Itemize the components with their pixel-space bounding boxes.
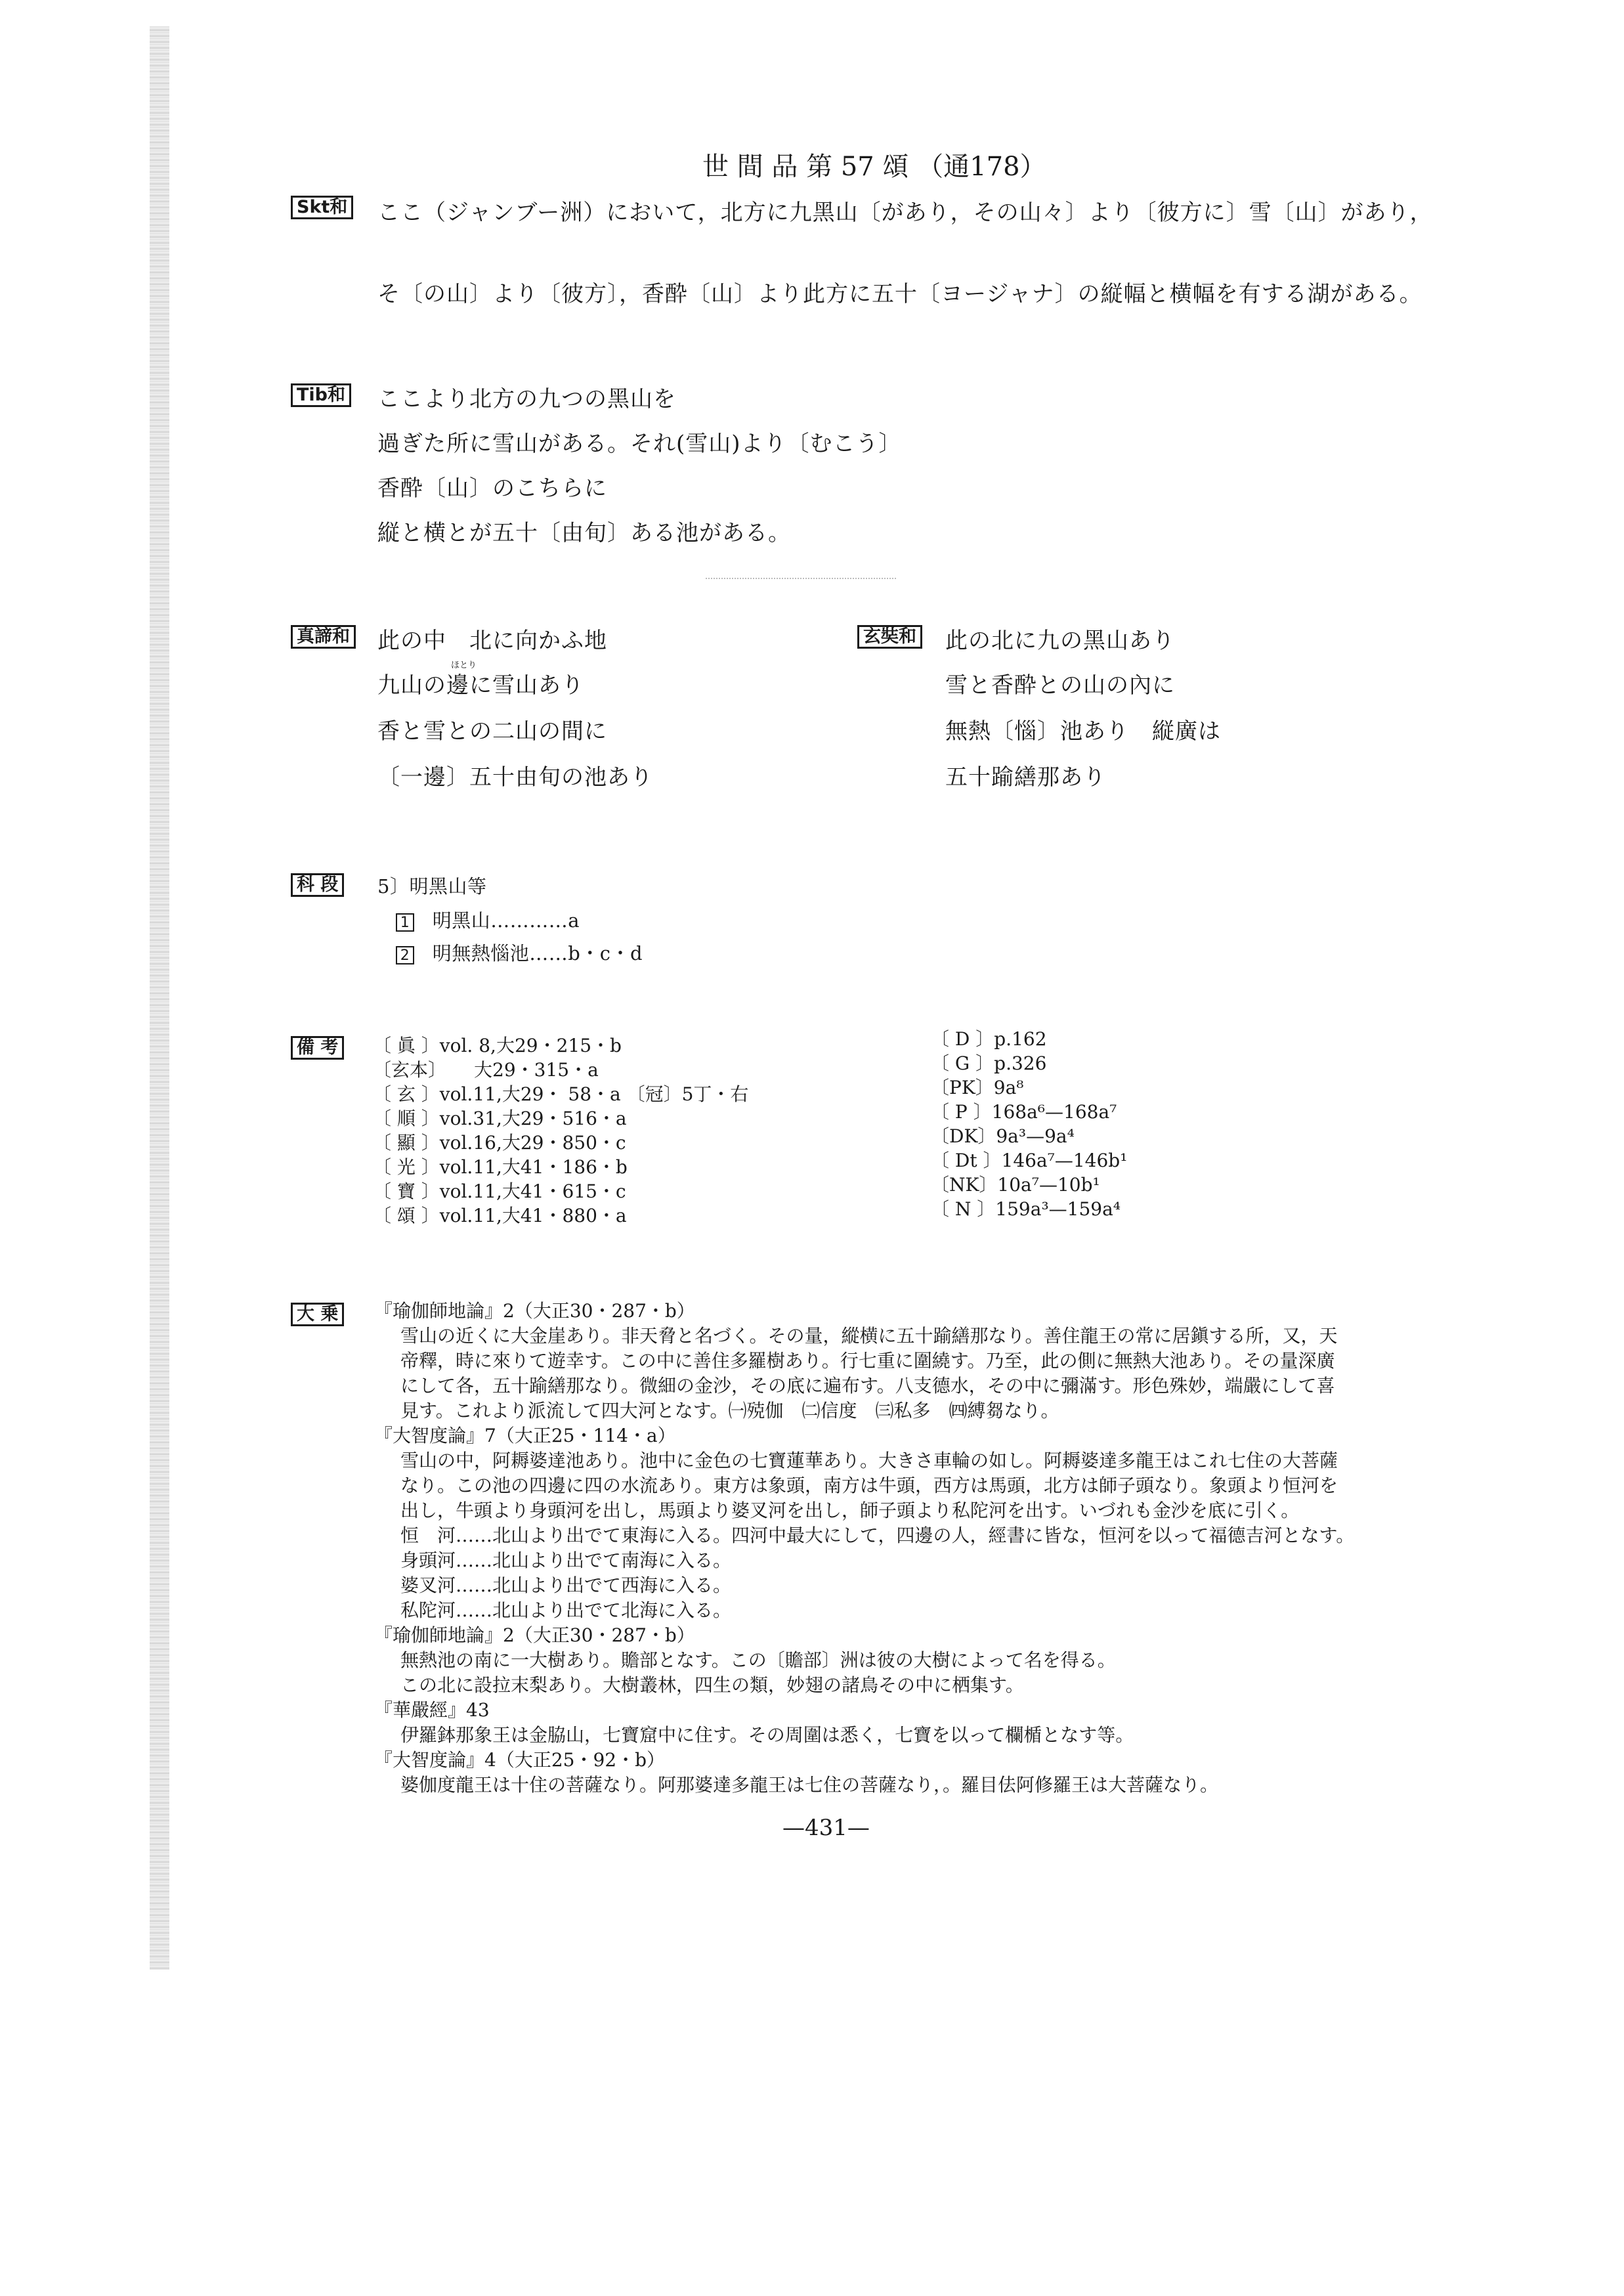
daijo-text-line: 雪山の近くに大金崖あり。非天脅と名づく。その量，縱横に五十踰繕那なり。善住龍王の常に居鎭する所，又，天 — [400, 1325, 1338, 1347]
kadan-item-2 — [396, 939, 643, 966]
daijo-text-line: 伊羅鉢那象王は金脇山，七寶窟中に住す。その周圍は悉く，七寶を以って欄楯となす等。 — [400, 1724, 1134, 1746]
daijo-text-line: この北に設拉末梨あり。大樹叢林，四生の類，妙翅の諸鳥その中に栖集す。 — [400, 1674, 1024, 1696]
shintai-line-3: 香と雪との二山の間に — [377, 718, 607, 745]
biko-left-ref: 〔 光 〕vol.11,大41・186・b — [373, 1156, 628, 1178]
kadan-item-2-number: 2 — [396, 946, 414, 964]
biko-right-ref: 〔 G 〕p.326 — [931, 1052, 1047, 1074]
biko-left-ref: 〔 順 〕vol.31,大29・516・a — [373, 1108, 627, 1129]
daijo-text-line: 身頭河……北山より出でて南海に入る。 — [400, 1549, 732, 1571]
shintai-label — [291, 625, 356, 649]
tib-label — [291, 383, 351, 407]
biko-left-ref: 〔 寶 〕vol.11,大41・615・c — [373, 1180, 626, 1202]
biko-left-ref: 〔 頌 〕vol.11,大41・880・a — [373, 1205, 627, 1226]
biko-right-ref: 〔 P 〕168a⁶—168a⁷ — [931, 1101, 1117, 1123]
daijo-text-line: 恒 河……北山より出でて東海に入る。四河中最大にして，四邊の人，經書に皆な，恒河を以って福德吉河となす。 — [400, 1525, 1355, 1546]
daijo-text-line: 見す。これより派流して四大河となす。㈠殑伽 ㈡信度 ㈢私多 ㈣縛芻なり。 — [400, 1400, 1059, 1421]
biko-left-ref: 〔 顯 〕vol.16,大29・850・c — [373, 1132, 626, 1154]
page-number: —431— — [782, 1815, 870, 1841]
daijo-text-line: 婆伽度龍王は十住の菩薩なり。阿那婆達多龍王は七住の菩薩なり，。羅目佉阿修羅王は大菩薩なり。 — [400, 1774, 1219, 1796]
daijo-text-line: 婆叉河……北山より出でて西海に入る。 — [400, 1574, 732, 1596]
biko-right-ref: 〔 D 〕p.162 — [931, 1028, 1047, 1050]
daijo-text-line: 私陀河……北山より出でて北海に入る。 — [400, 1599, 732, 1621]
kadan-item-1-text: 明黑山…………a — [432, 909, 580, 932]
biko-left-list — [373, 1033, 748, 1228]
shintai-line-1: 此の中 北に向かふ地 — [377, 628, 607, 654]
biko-right-ref: 〔 N 〕159a³—159a⁴ — [931, 1198, 1121, 1220]
biko-right-ref: 〔DK〕9a³—9a⁴ — [931, 1125, 1075, 1147]
kadan-item-1-number: 1 — [396, 913, 414, 932]
kadan-item-1 — [396, 906, 580, 933]
shintai-ruby: ほとり — [451, 661, 477, 670]
tib-line-2: 過ぎた所に雪山がある。それ(雪山)より〔むこう〕 — [377, 431, 902, 457]
tib-line-1: ここより北方の九つの黑山を — [377, 386, 676, 412]
daijo-text-line: 雪山の中，阿耨婆達池あり。池中に金色の七寶蓮華あり。大きさ車輪の如し。阿耨婆達多龍王はこれ七住の大菩薩 — [400, 1450, 1338, 1471]
daijo-citation-title: 『大智度論』7（大正25・114・a） — [374, 1425, 676, 1446]
shintai-line-4: 〔一邊〕五十由旬の池あり — [377, 764, 653, 791]
scan-edge-shadow — [150, 26, 169, 1970]
daijo-text-line: 無熱池の南に一大樹あり。贍部となす。この〔贍部〕洲は彼の大樹によって名を得る。 — [400, 1649, 1116, 1671]
genjo-label — [857, 625, 922, 649]
genjo-line-4: 五十踰繕那あり — [945, 764, 1106, 791]
kadan-label — [291, 873, 344, 897]
daijo-citation-title: 『瑜伽師地論』2（大正30・287・b） — [374, 1300, 695, 1322]
daijo-citation-title: 『大智度論』4（大正25・92・b） — [374, 1749, 665, 1771]
daijo-citation-title: 『瑜伽師地論』2（大正30・287・b） — [374, 1624, 695, 1646]
biko-right-list — [931, 1027, 1127, 1221]
biko-label-box: 備 考 — [291, 1036, 344, 1060]
shintai-label-box: 真諦和 — [291, 625, 356, 649]
daijo-block — [374, 1299, 1354, 1798]
biko-left-ref: 〔 玄 〕vol.11,大29・ 58・a 〔冠〕5丁・右 — [373, 1083, 749, 1105]
biko-right-ref: 〔 Dt 〕146a⁷—146b¹ — [931, 1150, 1128, 1171]
kadan-heading: 5〕明黑山等 — [377, 875, 487, 898]
biko-label — [291, 1036, 344, 1060]
page-title: 世 間 品 第 57 頌 （通178） — [702, 152, 1046, 182]
skt-line-2: そ〔の山〕より〔彼方〕，香酔〔山〕より此方に五十〔ヨージャナ〕の縦幅と横幅を有する湖がある。 — [377, 281, 1422, 307]
skt-label-box: Skt和 — [291, 196, 353, 219]
biko-right-ref: 〔NK〕10a⁷—10b¹ — [931, 1174, 1100, 1196]
genjo-line-2: 雪と香酔との山の內に — [945, 672, 1175, 699]
shintai-line-2: 九山の邊に雪山あり — [377, 672, 584, 699]
daijo-text-line: 出し，牛頭より身頭河を出し，馬頭より婆叉河を出し，師子頭より私陀河を出す。いづれも金沙を底に引く。 — [400, 1500, 1300, 1521]
biko-right-ref: 〔PK〕9a⁸ — [931, 1077, 1024, 1098]
tib-label-box: Tib和 — [291, 383, 351, 407]
daijo-label-box: 大 乗 — [291, 1303, 344, 1326]
kadan-label-box: 科 段 — [291, 873, 344, 897]
daijo-text-line: なり。この池の四邊に四の水流あり。東方は象頭，南方は牛頭，西方は馬頭，北方は師子頭なり。象頭より恒河を — [400, 1475, 1338, 1496]
daijo-text-line: 帝釋，時に來りて遊幸す。この中に善住多羅樹あり。行七重に圍繞す。乃至，此の側に無熱大池あり。その量深廣 — [400, 1350, 1335, 1372]
genjo-line-3: 無熱〔惱〕池あり 縦廣は — [945, 718, 1221, 745]
biko-left-ref: 〔 眞 〕vol. 8,大29・215・b — [373, 1035, 622, 1056]
genjo-label-box: 玄奘和 — [857, 625, 922, 649]
tib-line-4: 縦と横とが五十〔由旬〕ある池がある。 — [377, 520, 791, 546]
daijo-citation-title: 『華嚴經』43 — [374, 1699, 490, 1721]
daijo-text-line: にして各，五十踰繕那なり。微細の金沙，その底に遍布す。八支德水，その中に彌滿す。形色殊妙，端嚴にして喜 — [400, 1375, 1335, 1397]
kadan-item-2-text: 明無熱惱池……b・c・d — [432, 942, 643, 964]
skt-label — [291, 196, 353, 219]
separator-dotted — [706, 578, 896, 579]
skt-line-1: ここ（ジャンブー洲）において，北方に九黑山〔があり，その山々〕より〔彼方に〕雪〔山〕があり， — [377, 200, 1433, 226]
biko-left-ref: 〔玄本〕 大29・315・a — [373, 1059, 599, 1081]
genjo-line-1: 此の北に九の黑山あり — [945, 628, 1175, 654]
tib-line-3: 香酔〔山〕のこちらに — [377, 475, 607, 502]
daijo-label — [291, 1303, 344, 1326]
